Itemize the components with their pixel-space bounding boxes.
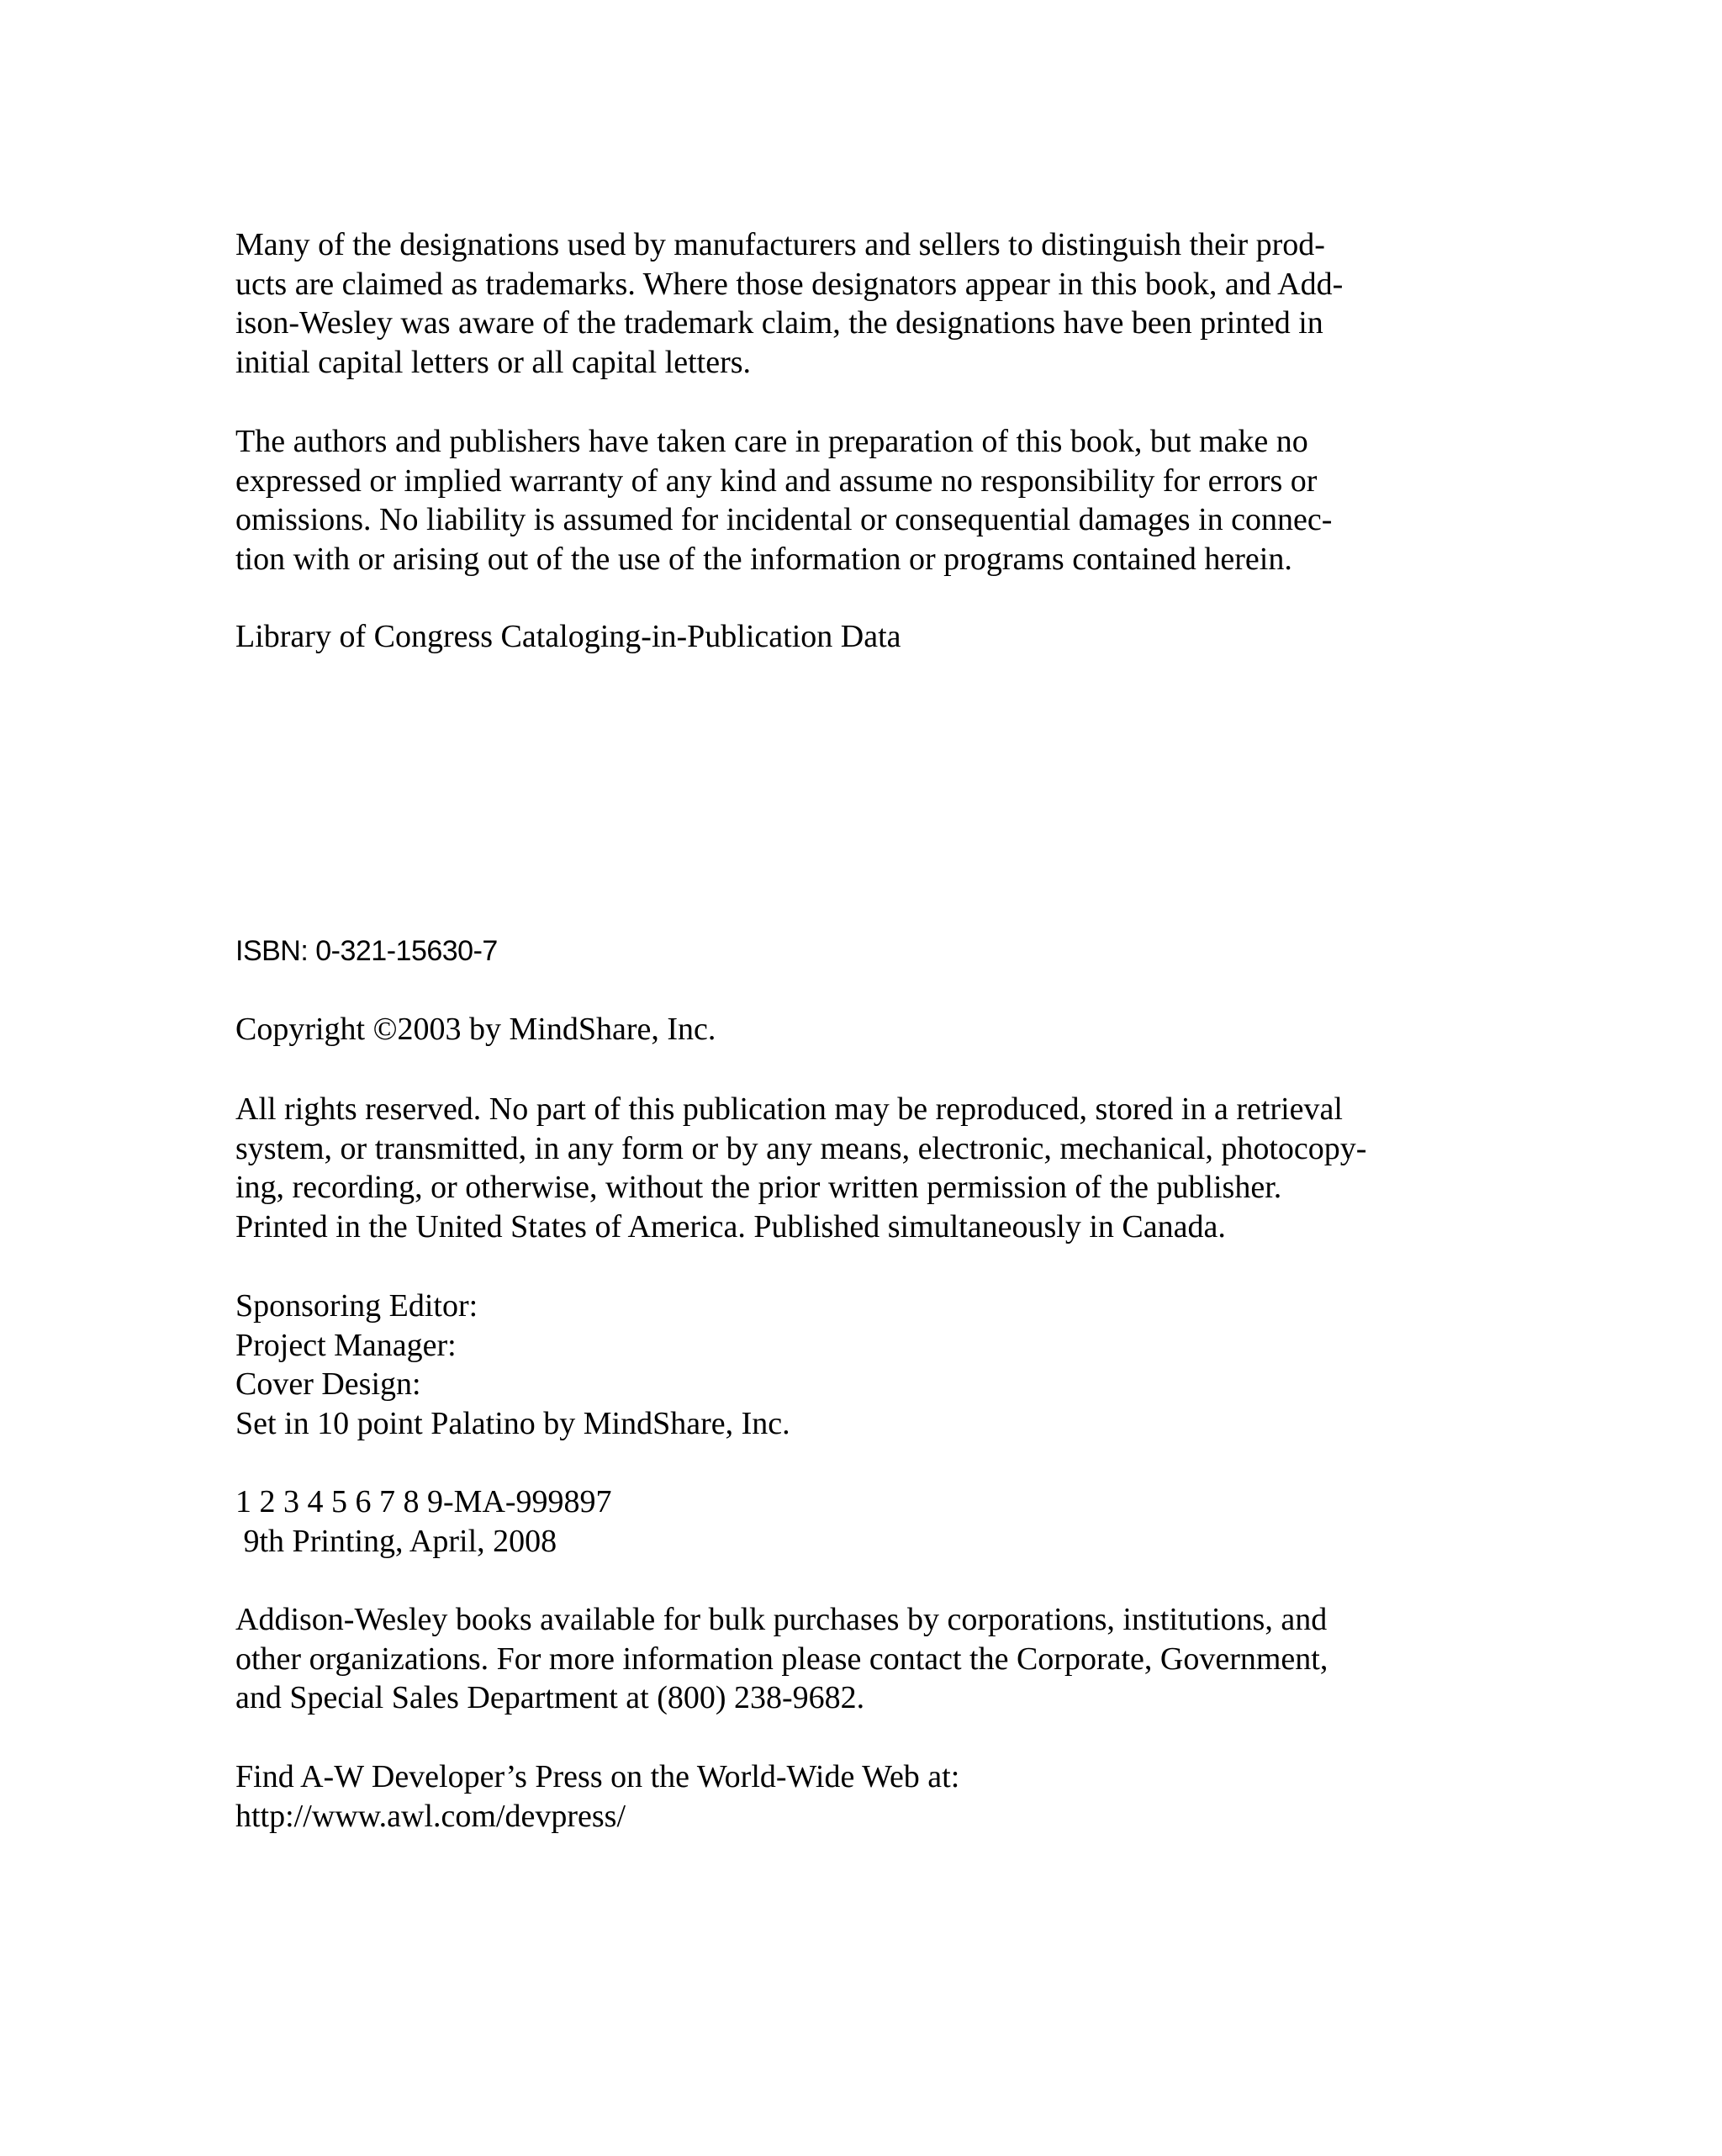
bulk-sales-line: and Special Sales Department at (800) 238-9682.: [235, 1680, 865, 1715]
bulk-sales-line: Addison-Wesley books available for bulk purchases by corporations, institutions, and: [235, 1602, 1328, 1637]
isbn-text: ISBN: 0-321-15630-7: [235, 935, 498, 967]
credits-line: Sponsoring Editor:: [235, 1288, 478, 1324]
printing-line: 9th Printing, April, 2008: [235, 1523, 557, 1559]
web-info: [235, 1757, 1513, 1836]
trademark-notice-line: ison-Wesley was aware of the trademark claim, the designations have been printed in: [235, 305, 1323, 341]
web-url: http://www.awl.com/devpress/: [235, 1798, 626, 1834]
credits-line: Project Manager:: [235, 1327, 457, 1363]
printing-line: 1 2 3 4 5 6 7 8 9-MA-999897: [235, 1484, 612, 1519]
warranty-disclaimer-line: tion with or arising out of the use of the information or programs contained herein.: [235, 541, 1292, 577]
rights-notice: [235, 1090, 1513, 1246]
rights-notice-line: All rights reserved. No part of this publication may be reproduced, stored in a retrieval: [235, 1091, 1343, 1127]
rights-notice-line: system, or transmitted, in any form or by any means, electronic, mechanical, photocopy-: [235, 1130, 1367, 1166]
rights-notice-line: Printed in the United States of America. Published simultaneously in Canada.: [235, 1208, 1226, 1244]
rights-notice-line: ing, recording, or otherwise, without the prior written permission of the publisher.: [235, 1170, 1282, 1205]
web-info-line: Find A-W Developer’s Press on the World-Wide Web at:: [235, 1759, 960, 1794]
copyright-text: Copyright ©2003 by MindShare, Inc.: [235, 1012, 716, 1047]
credits-line: Set in 10 point Palatino by MindShare, Inc.: [235, 1405, 790, 1441]
warranty-disclaimer-line: expressed or implied warranty of any kind and assume no responsibility for errors or: [235, 462, 1318, 499]
warranty-disclaimer: [235, 422, 1513, 579]
warranty-disclaimer-line: The authors and publishers have taken care in preparation of this book, but make no: [235, 424, 1308, 459]
cip-heading: [235, 617, 1513, 657]
isbn: [235, 932, 1513, 971]
trademark-notice-line: initial capital letters or all capital letters.: [235, 344, 752, 380]
copyright-line: [235, 1010, 1513, 1049]
cip-heading-text: Library of Congress Cataloging-in-Publication Data: [235, 619, 901, 654]
printing-info: [235, 1482, 1513, 1561]
bulk-sales-notice: [235, 1600, 1513, 1718]
credits: [235, 1287, 1513, 1443]
trademark-notice-line: Many of the designations used by manufacturers and sellers to distinguish their prod-: [235, 227, 1325, 262]
warranty-disclaimer-line: omissions. No liability is assumed for incidental or consequential damages in connec-: [235, 502, 1333, 537]
trademark-notice: [235, 225, 1513, 382]
credits-line: Cover Design:: [235, 1366, 421, 1402]
bulk-sales-line: other organizations. For more information please contact the Corporate, Government,: [235, 1641, 1328, 1677]
trademark-notice-line: ucts are claimed as trademarks. Where those designators appear in this book, and Add-: [235, 266, 1344, 302]
